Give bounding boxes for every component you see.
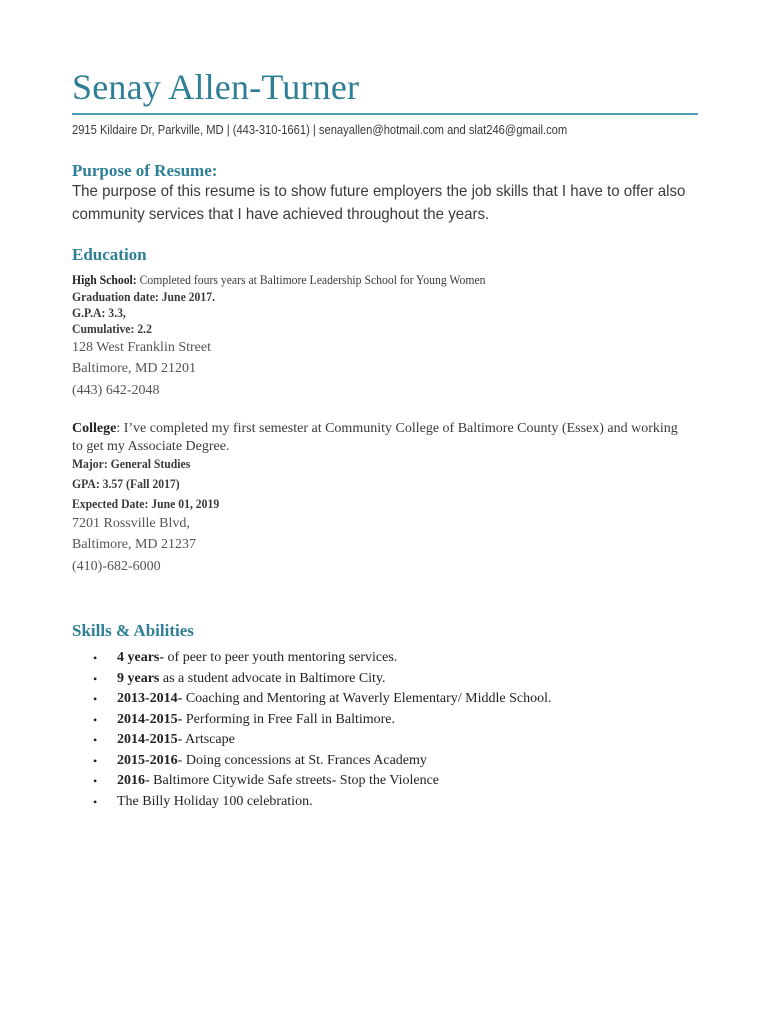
high-school-address1: 128 West Franklin Street bbox=[72, 340, 211, 355]
college-address1: 7201 Rossville Blvd, bbox=[72, 516, 190, 531]
high-school-line bbox=[72, 272, 485, 288]
list-item bbox=[93, 710, 551, 731]
skill-text: Baltimore Citywide Safe streets- Stop the Violence bbox=[149, 773, 440, 788]
skill-text: The Billy Holiday 100 celebration. bbox=[117, 793, 313, 809]
list-item bbox=[93, 689, 552, 710]
purpose-text: The purpose of this resume is to show future employers the job skills that I have to offer also community services that I have achieved throughout the years. bbox=[72, 183, 686, 223]
college-gpa: GPA: 3.57 (Fall 2017) bbox=[72, 476, 180, 491]
college-phone: (410)-682-6000 bbox=[72, 559, 161, 574]
header-rule bbox=[72, 113, 698, 115]
skills-list bbox=[72, 648, 551, 812]
bullet-icon: • bbox=[93, 651, 98, 665]
skills-heading: Skills & Abilities bbox=[72, 621, 194, 640]
bullet-icon: • bbox=[93, 774, 98, 788]
resume-name: Senay Allen-Turner bbox=[72, 67, 360, 107]
bullet-icon: • bbox=[93, 671, 98, 686]
skill-bold: 2014-2015 bbox=[117, 732, 178, 747]
high-school-gpa: G.P.A: 3.3, bbox=[72, 305, 126, 320]
list-item bbox=[93, 669, 551, 690]
college-block bbox=[72, 420, 682, 456]
college-label: College bbox=[72, 421, 117, 436]
graduation-date: Graduation date: June 2017. bbox=[72, 289, 216, 304]
skill-text: Coaching and Mentoring at Waverly Elementary/ Middle School. bbox=[182, 691, 552, 706]
skill-bold: 2016- bbox=[117, 773, 150, 788]
bullet-icon: • bbox=[93, 692, 98, 706]
education-heading: Education bbox=[72, 245, 147, 264]
skill-text: - Artscape bbox=[177, 732, 235, 747]
skill-text: of peer to peer youth mentoring services. bbox=[164, 650, 398, 665]
list-item bbox=[93, 751, 551, 772]
college-expected-date: Expected Date: June 01, 2019 bbox=[72, 496, 220, 511]
bullet-icon: • bbox=[93, 733, 98, 747]
skill-text: Performing in Free Fall in Baltimore. bbox=[182, 711, 396, 727]
college-text: : I’ve completed my first semester at Community College of Baltimore County (Essex) and working to get my Associate Degree. bbox=[72, 421, 678, 454]
skill-bold: 2014-2015- bbox=[117, 711, 183, 727]
bullet-icon: • bbox=[93, 794, 98, 809]
purpose-heading: Purpose of Resume: bbox=[72, 161, 218, 180]
bullet-icon: • bbox=[93, 712, 98, 727]
college-address2: Baltimore, MD 21237 bbox=[72, 537, 197, 552]
list-item bbox=[93, 648, 551, 669]
contact-line: 2915 Kildaire Dr, Parkville, MD | (443-310-1661) | senayallen@hotmail.com and slat246@gmail.com bbox=[72, 122, 568, 137]
high-school-text: Completed fours years at Baltimore Leadership School for Young Women bbox=[136, 272, 486, 287]
college-major: Major: General Studies bbox=[72, 456, 191, 471]
list-item bbox=[93, 771, 551, 792]
skill-text: - Doing concessions at St. Frances Academy bbox=[177, 752, 427, 768]
skill-text: as a student advocate in Baltimore City. bbox=[159, 670, 386, 686]
high-school-cumulative: Cumulative: 2.2 bbox=[72, 321, 152, 336]
skill-bold: 9 years bbox=[117, 670, 160, 686]
high-school-phone: (443) 642-2048 bbox=[72, 383, 160, 398]
list-item bbox=[93, 730, 551, 751]
skill-bold: 2013-2014- bbox=[117, 691, 183, 706]
skill-bold: 4 years- bbox=[117, 650, 165, 665]
skill-bold: 2015-2016 bbox=[117, 752, 178, 768]
bullet-icon: • bbox=[93, 753, 98, 768]
list-item bbox=[93, 792, 551, 813]
high-school-address2: Baltimore, MD 21201 bbox=[72, 361, 197, 376]
high-school-label: High School: bbox=[72, 272, 137, 287]
